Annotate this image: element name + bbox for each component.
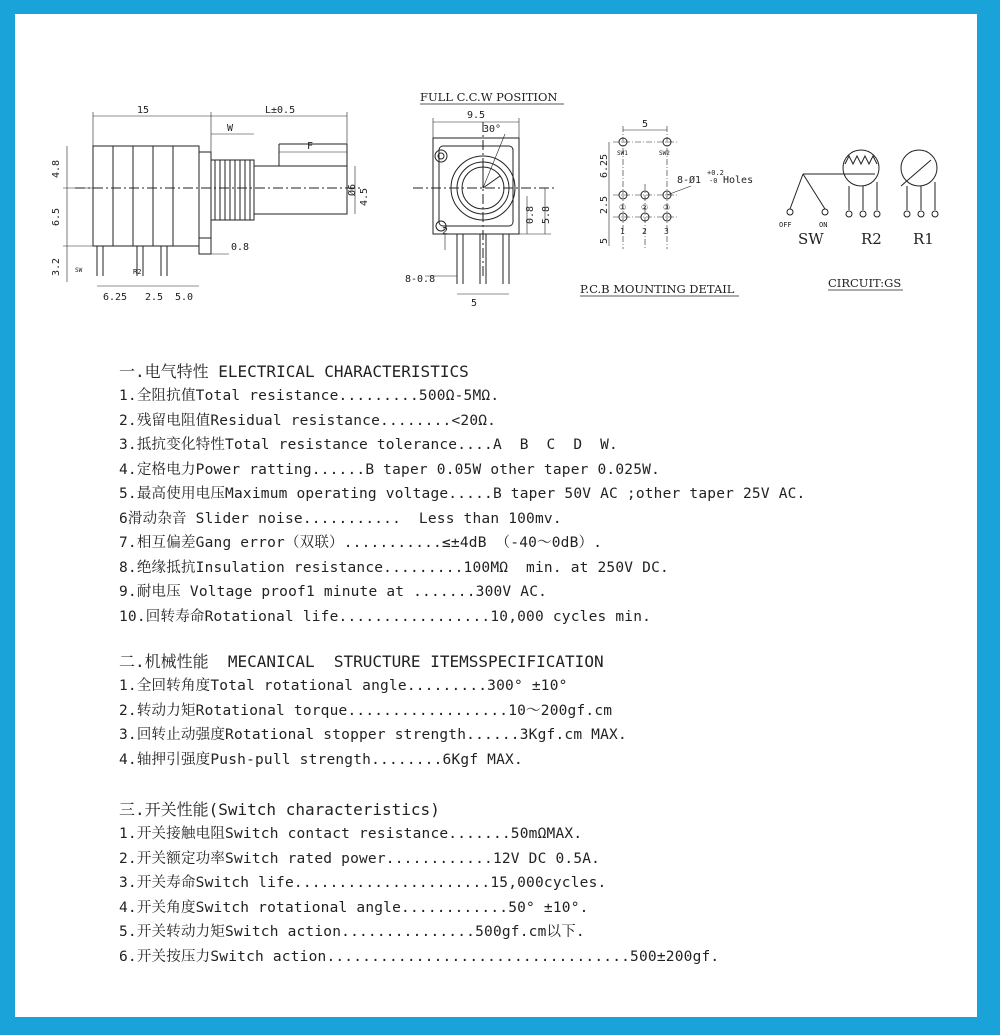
electrical-line: 10.回转寿命Rotational life.................10,000 cycles min. (119, 608, 652, 625)
circuit-sw-label: SW (798, 230, 824, 248)
circuit-off-label: OFF (779, 221, 792, 229)
electrical-line: 7.相互偏差Gang error（双联）...........≤±4dB （-40～0dB）. (119, 535, 603, 551)
dim-32-label: 3.2 (51, 257, 62, 276)
pcb-tol-dn-label: -0 (709, 177, 718, 185)
switch-line: 2.开关额定功率Switch rated power............12V DC 0.5A. (119, 850, 601, 867)
front-dim-58-label: 5.8 (541, 205, 552, 224)
pcb-5-top-label: 5 (642, 119, 649, 130)
sw-mark-label: SW (75, 267, 83, 274)
dim-625-label: 6.25 (103, 292, 128, 303)
mechanical-section (119, 650, 959, 772)
electrical-line: 9.耐电压 Voltage proof1 minute at .......300V AC. (119, 584, 548, 600)
dim-f-label: F (307, 141, 314, 152)
electrical-line: 5.最高使用电压Maximum operating voltage.....B taper 50V AC ;other taper 25V AC. (119, 486, 806, 502)
switch-line: 5.开关转动力矩Switch action...............500gf.cm以下. (119, 924, 585, 940)
dim-08-label: 0.8 (231, 242, 250, 253)
dim-48-label: 4.8 (51, 159, 62, 178)
mechanical-line: 4.轴押引强度Push-pull strength........6Kgf MAX. (119, 751, 523, 768)
electrical-line: 8.绝缘抵抗Insulation resistance.........100MΩ min. at 250V DC. (119, 559, 669, 576)
switch-line: 4.开关角度Switch rotational angle............50° ±10°. (119, 899, 589, 916)
switch-section (119, 798, 959, 969)
electrical-title: 一.电气特性 ELECTRICAL CHARACTERISTICS (119, 362, 469, 381)
circuit-r1-label: R1 (913, 230, 934, 248)
pcb-sw2-label: SW2 (659, 150, 670, 157)
mechanical-line: 2.转动力矩Rotational torque..................10～200gf.cm (119, 702, 613, 719)
electrical-section (119, 360, 959, 629)
front-dim-30-label: 30° (483, 124, 502, 135)
pcb-c3-label: ③ (663, 203, 671, 212)
electrical-line: 2.残留电阻值Residual resistance........<20Ω. (119, 412, 497, 429)
dim-phi6-label: Ø6 (347, 183, 358, 196)
electrical-line: 4.定格电力Power ratting......B taper 0.05W other taper 0.025W. (119, 461, 661, 478)
pcb-n2-label: 2 (642, 227, 647, 236)
mechanical-line: 3.回转止动强度Rotational stopper strength......3Kgf.cm MAX. (119, 727, 627, 743)
electrical-line: 6滑动杂音 Slider noise........... Less than 100mv. (119, 510, 562, 527)
spec-sheet (15, 14, 977, 1017)
dim-15-label: 15 (137, 105, 150, 116)
pcb-holes-word-label: Holes (723, 175, 754, 186)
circuit-on-label: ON (819, 221, 828, 229)
pcb-tol-up-label: +0.2 (707, 169, 724, 177)
pcb-n1-label: 1 (620, 227, 625, 236)
drawings-svg (15, 14, 977, 334)
pcb-5-left-label: 5 (599, 237, 610, 244)
dim-45-label: 4.5 (359, 187, 370, 206)
front-dim-08-label: 0.8 (525, 205, 536, 224)
switch-line: 1.开关接触电阻Switch contact resistance.......50mΩMAX. (119, 826, 583, 842)
switch-title: 三.开关性能(Switch characteristics) (119, 800, 440, 819)
pcb-sw1-label: SW1 (617, 150, 628, 157)
switch-line: 3.开关寿命Switch life......................15,000cycles. (119, 875, 607, 891)
full-ccw-caption: FULL C.C.W POSITION (420, 90, 558, 104)
mechanical-title: 二.机械性能 MECANICAL STRUCTURE ITEMSSPECIFICATION (119, 652, 604, 671)
switch-line: 6.开关按压力Switch action..................................500±200gf. (119, 948, 720, 965)
front-dim-2-label: 2 (442, 226, 449, 237)
pcb-25-label: 2.5 (599, 195, 610, 214)
r2-mark-label: R2 (133, 268, 142, 276)
circuit-drawing (787, 150, 938, 217)
pcb-c1-label: ① (619, 203, 627, 212)
circuit-r2-label: R2 (861, 230, 882, 248)
pcb-625-label: 6.25 (599, 153, 610, 178)
pcb-c2-label: ② (641, 203, 649, 212)
dim-25-label: 2.5 (145, 292, 164, 303)
circuit-caption: CIRCUIT:GS (828, 276, 902, 290)
electrical-line: 3.抵抗变化特性Total resistance tolerance....A B C D W. (119, 437, 618, 453)
pcb-holes-label: 8-Ø1 (677, 175, 702, 186)
dim-w-label: W (227, 123, 234, 134)
mechanical-line: 1.全回转角度Total rotational angle.........300° ±10° (119, 678, 568, 694)
pcb-n3-label: 3 (664, 227, 669, 236)
front-dim-808-label: 8-0.8 (405, 274, 436, 285)
dim-l-label: L±0.5 (265, 105, 296, 116)
dim-50-label: 5.0 (175, 292, 194, 303)
technical-drawings (15, 14, 977, 334)
pcb-caption: P.C.B MOUNTING DETAIL (580, 282, 735, 296)
front-dim-95-label: 9.5 (467, 110, 486, 121)
side-view-drawing (63, 112, 360, 286)
front-dim-5-label: 5 (471, 298, 478, 309)
electrical-line: 1.全阻抗值Total resistance.........500Ω-5MΩ. (119, 388, 500, 404)
dim-65-label: 6.5 (51, 207, 62, 226)
